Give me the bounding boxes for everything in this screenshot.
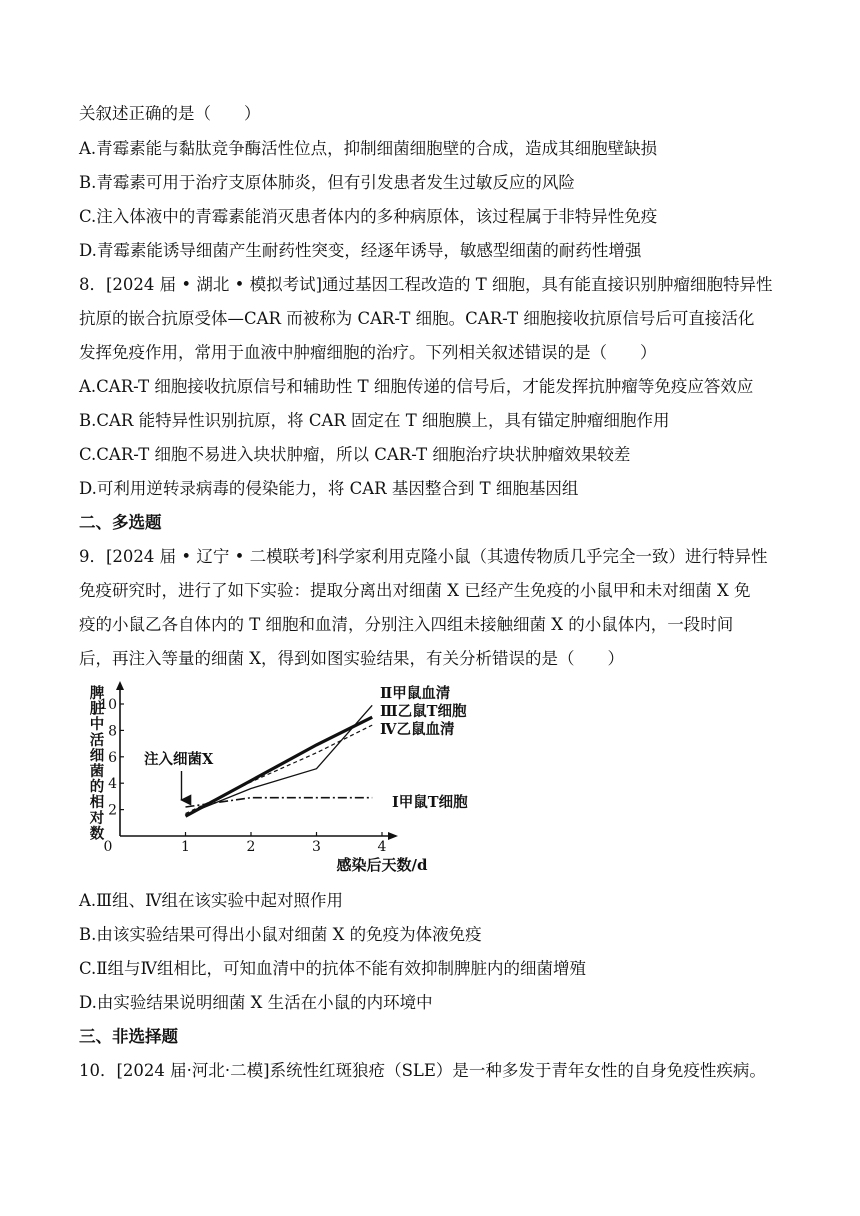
y-axis-arrow <box>116 681 124 690</box>
y-tick-label: 4 <box>108 776 117 793</box>
y-tick-label: 10 <box>99 697 117 713</box>
question-8-stem-1: 8．[2024 届 • 湖北 • 模拟考试]通过基因工程改造的 T 细胞，具有能直接识别肿瘤细胞特异性 <box>79 275 773 294</box>
question-10-stem: 10．[2024 届·河北·二模]系统性红斑狼疮（SLE）是一种多发于青年女性的自身免疫性疾病。 <box>79 1061 766 1080</box>
question-9-stem-3: 疫的小鼠乙各自体内的 T 细胞和血清，分别注入四组未接触细菌 X 的小鼠体内，一段时间 <box>79 615 734 634</box>
y-axis-label: 脾脏中活细菌的相对数 <box>89 685 105 843</box>
series-line-2 <box>186 717 373 816</box>
q9-option-b: B.由该实验结果可得出小鼠对细菌 X 的免疫为体液免疫 <box>79 925 482 944</box>
y-tick-label: 6 <box>108 749 117 766</box>
q9-option-d: D.由实验结果说明细菌 X 生活在小鼠的内环境中 <box>79 993 433 1012</box>
series-label-1: Ⅱ甲鼠血清 <box>380 685 451 702</box>
x-tick-label: 3 <box>312 839 321 855</box>
q8-option-d: D.可利用逆转录病毒的侵染能力，将 CAR 基因整合到 T 细胞基因组 <box>79 479 579 498</box>
question-8-stem-3: 发挥免疫作用，常用于血液中肿瘤细胞的治疗。下列相关叙述错误的是（ ） <box>79 343 657 362</box>
x-tick-label: 1 <box>181 839 190 855</box>
series-label-2: Ⅲ乙鼠T细胞 <box>380 703 467 720</box>
q7-option-c: C.注入体液中的青霉素能消灭患者体内的多种病原体，该过程属于非特异性免疫 <box>79 207 658 226</box>
y-tick-label: 2 <box>108 802 117 819</box>
section-heading-multiple-choice: 二、多选题 <box>79 513 162 532</box>
q8-option-c: C.CAR-T 细胞不易进入块状肿瘤，所以 CAR-T 细胞治疗块状肿瘤效果较差 <box>79 445 631 464</box>
question-7-stem-end: 关叙述正确的是（ ） <box>79 104 261 123</box>
y-tick-label: 8 <box>108 723 117 740</box>
series-line-3 <box>186 725 373 814</box>
series-label-4: Ⅰ甲鼠T细胞 <box>392 794 468 811</box>
x-tick-label: 0 <box>103 839 113 855</box>
question-9-stem-1: 9．[2024 届 • 辽宁 • 二模联考]科学家利用克隆小鼠（其遗传物质几乎完全一致）进行特异性 <box>79 547 768 566</box>
inject-annotation: 注入细菌X <box>144 751 214 768</box>
section-heading-non-choice: 三、非选择题 <box>79 1027 178 1046</box>
x-axis-arrow <box>388 832 398 840</box>
q8-option-a: A.CAR-T 细胞接收抗原信号和辅助性 T 细胞传递的信号后，才能发挥抗肿瘤等免疫应答效应 <box>79 377 754 396</box>
question-9-stem-4: 后，再注入等量的细菌 X，得到如图实验结果，有关分析错误的是（ ） <box>79 649 624 668</box>
q9-option-c: C.Ⅱ组与Ⅳ组相比，可知血清中的抗体不能有效抑制脾脏内的细菌增殖 <box>79 959 586 978</box>
question-9-stem-2: 免疫研究时，进行了如下实验：提取分离出对细菌 X 已经产生免疫的小鼠甲和未对细菌 X 免 <box>79 581 751 600</box>
series-label-3: Ⅳ乙鼠血清 <box>380 721 455 738</box>
q7-option-a: A.青霉素能与黏肽竞争酶活性位点，抑制细菌细胞壁的合成，造成其细胞壁缺损 <box>79 139 658 158</box>
x-tick-label: 2 <box>246 839 256 855</box>
x-tick-label: 4 <box>377 839 387 855</box>
q9-option-a: A.Ⅲ组、Ⅳ组在该实验中起对照作用 <box>79 891 344 910</box>
question-8-stem-2: 抗原的嵌合抗原受体—CAR 而被称为 CAR-T 细胞。CAR-T 细胞接收抗原信号后可直接活化 <box>79 309 755 328</box>
q8-option-b: B.CAR 能特异性识别抗原，将 CAR 固定在 T 细胞膜上，具有锚定肿瘤细胞作用 <box>79 411 670 430</box>
q7-option-b: B.青霉素可用于治疗支原体肺炎，但有引发患者发生过敏反应的风险 <box>79 173 575 192</box>
bacteria-count-chart <box>80 676 500 876</box>
q7-option-d: D.青霉素能诱导细菌产生耐药性突变，经逐年诱导，敏感型细菌的耐药性增强 <box>79 241 642 260</box>
x-axis-label: 感染后天数/d <box>336 856 428 874</box>
